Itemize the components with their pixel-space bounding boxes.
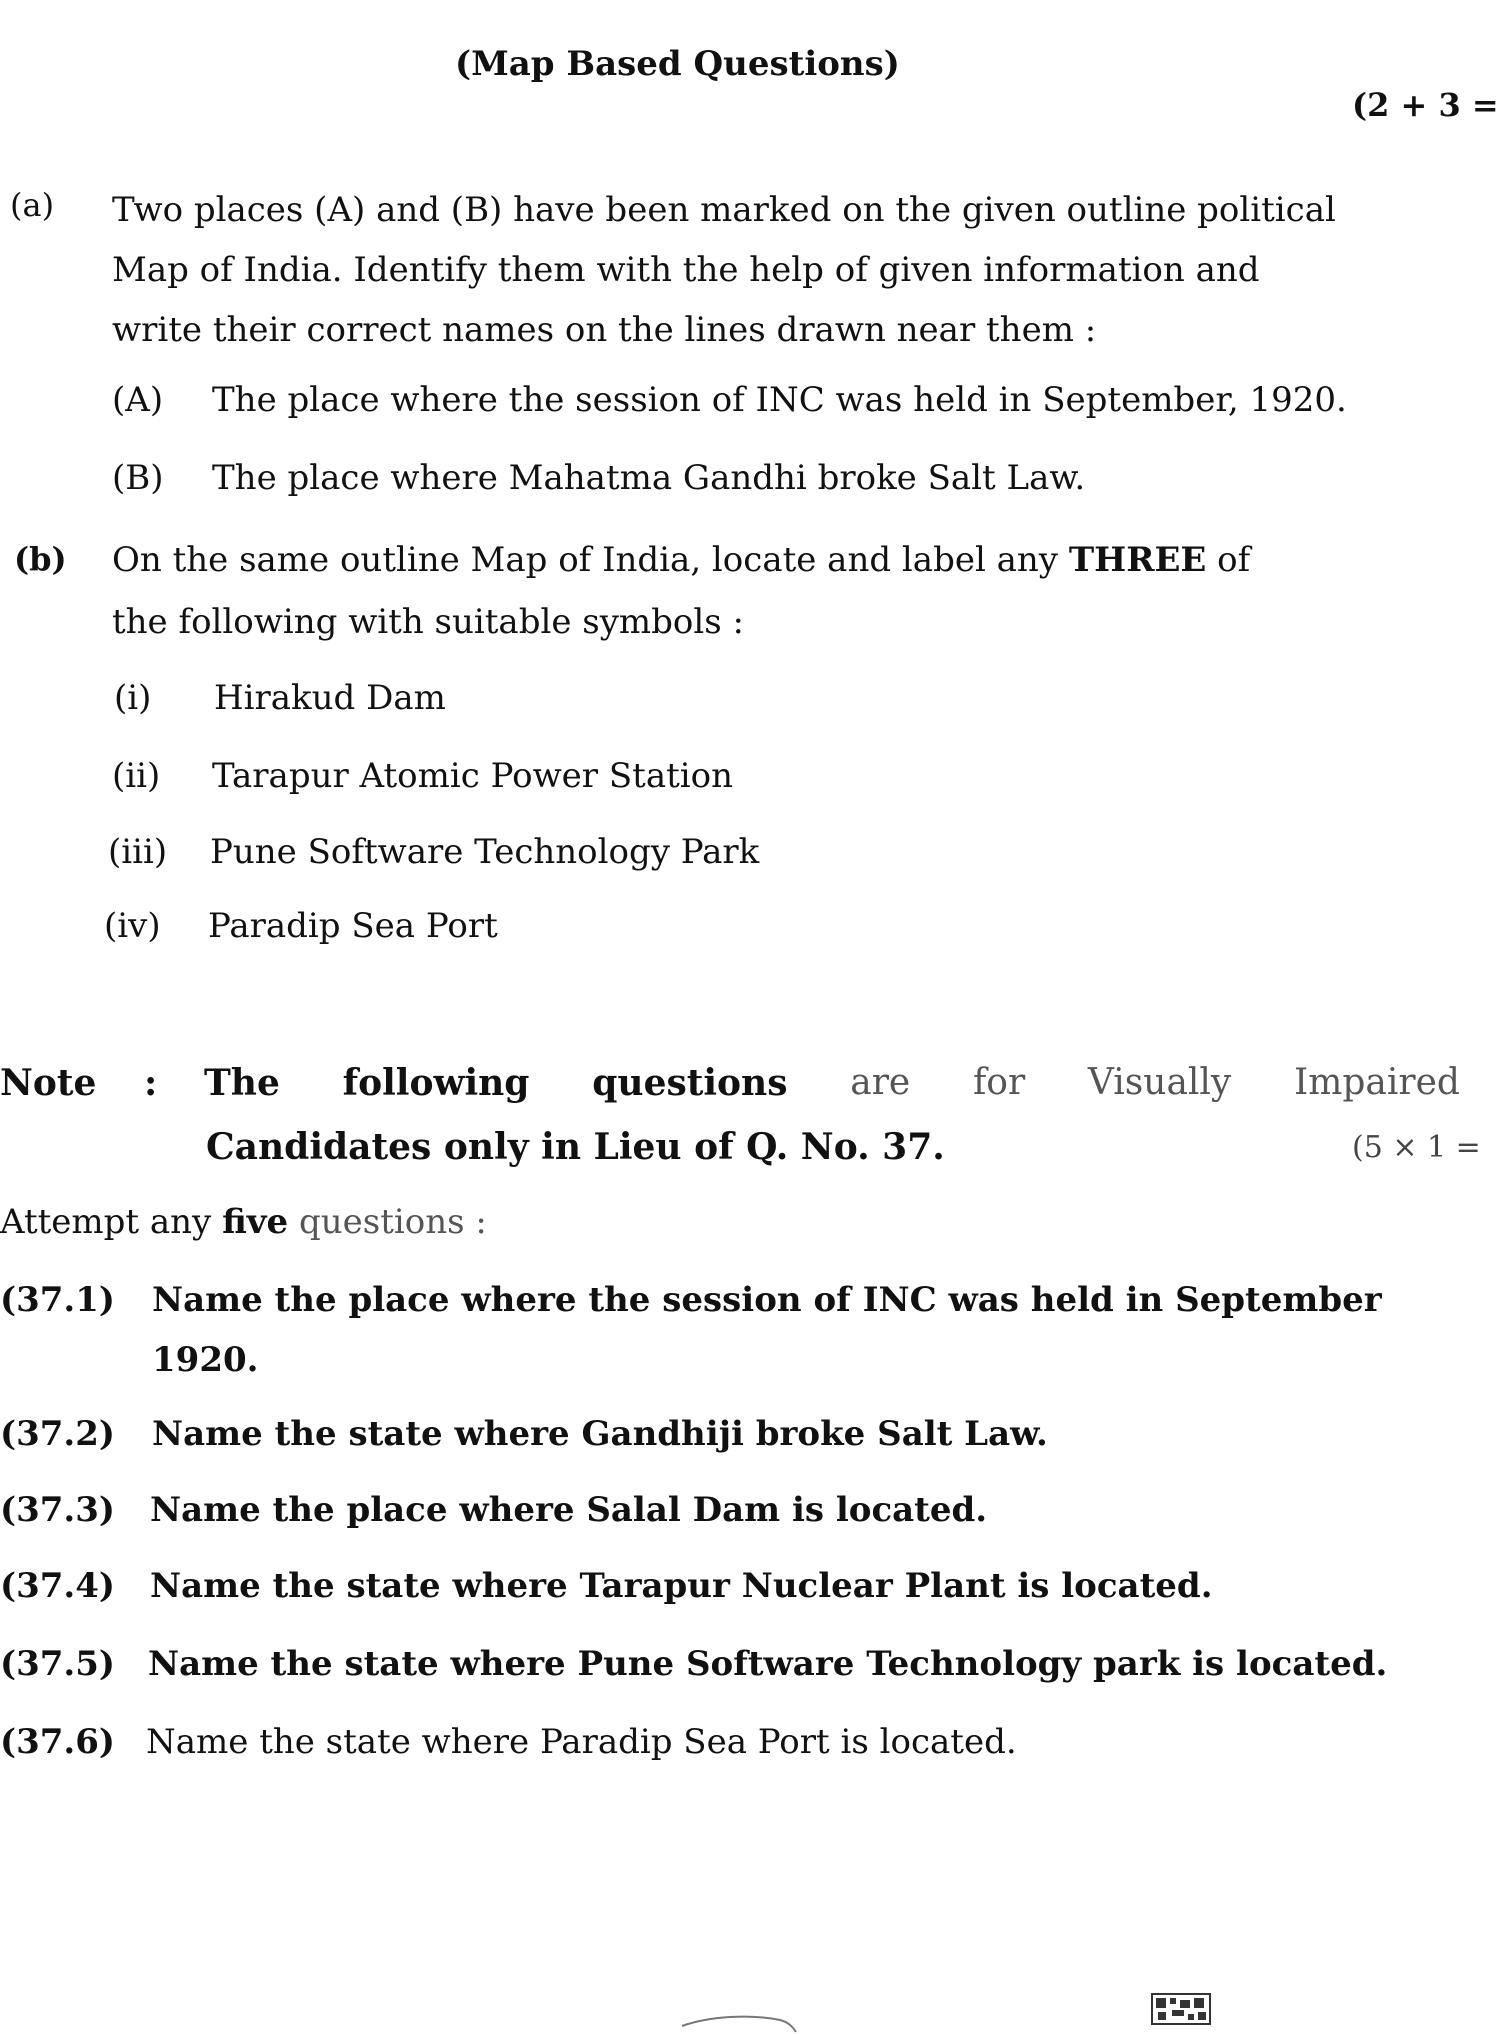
question-a-label: (a) xyxy=(10,186,55,224)
note-word: questions xyxy=(592,1062,788,1104)
marks-allocation: (2 + 3 = xyxy=(1352,86,1499,124)
vi-question-text-continued: 1920. xyxy=(152,1340,259,1380)
question-b-emphasis: THREE xyxy=(1068,540,1207,580)
question-b-item-iii: Pune Software Technology Park xyxy=(210,832,760,872)
attempt-post: questions : xyxy=(288,1202,487,1242)
question-b-label: (b) xyxy=(14,540,67,578)
note-word: Visually xyxy=(1087,1062,1232,1103)
vi-question-number: (37.1) xyxy=(0,1280,115,1320)
vi-question-number: (37.3) xyxy=(0,1490,115,1530)
vi-question-number: (37.4) xyxy=(0,1566,115,1606)
vi-question-number: (37.2) xyxy=(0,1414,115,1454)
vi-question-text: Name the state where Tarapur Nuclear Plant is located. xyxy=(150,1566,1213,1606)
question-b-line-2: the following with suitable symbols : xyxy=(112,602,744,642)
attempt-count: five xyxy=(222,1202,289,1242)
question-b-line-1-pre: On the same outline Map of India, locate and label any xyxy=(112,540,1069,580)
question-a-line-3: write their correct names on the lines drawn near them : xyxy=(112,310,1097,350)
note-word: The xyxy=(204,1062,280,1104)
question-a-item-label-A: (A) xyxy=(112,380,164,420)
vi-question-text: Name the state where Pune Software Technology park is located. xyxy=(148,1644,1388,1684)
question-a-line-1: Two places (A) and (B) have been marked on the given outline political xyxy=(112,190,1336,230)
vi-question-number: (37.6) xyxy=(0,1722,115,1762)
question-b-line-1 xyxy=(112,530,1250,590)
attempt-instruction xyxy=(0,1202,487,1242)
note-word: Impaired xyxy=(1294,1062,1460,1103)
attempt-pre: Attempt any xyxy=(0,1202,223,1242)
question-a-line-2: Map of India. Identify them with the help of given information and xyxy=(112,250,1260,290)
note-label: Note xyxy=(0,1062,97,1104)
question-b-item-iv: Paradip Sea Port xyxy=(208,906,498,946)
note-word: for xyxy=(972,1062,1026,1103)
question-b-item-i: Hirakud Dam xyxy=(214,678,446,718)
question-a-item-A: The place where the session of INC was held in September, 1920. xyxy=(212,380,1347,420)
vi-question-text: Name the place where Salal Dam is located. xyxy=(150,1490,988,1530)
vi-question-number: (37.5) xyxy=(0,1644,115,1684)
vi-question-text: Name the state where Gandhiji broke Salt Law. xyxy=(152,1414,1048,1454)
section-title: (Map Based Questions) xyxy=(455,44,900,84)
question-a-item-label-B: (B) xyxy=(112,458,164,498)
pen-stroke-mark xyxy=(680,2004,800,2034)
question-a-item-B: The place where Mahatma Gandhi broke Salt Law. xyxy=(212,458,1086,498)
note-word: are xyxy=(850,1062,911,1103)
qr-code-icon xyxy=(1150,1992,1212,2026)
question-b-line-1-post: of xyxy=(1206,540,1251,580)
vi-question-text: Name the state where Paradip Sea Port is located. xyxy=(146,1722,1017,1762)
question-b-item-ii: Tarapur Atomic Power Station xyxy=(212,756,733,796)
question-b-item-label-i: (i) xyxy=(114,678,152,718)
vi-question-text: Name the place where the session of INC was held in September xyxy=(152,1280,1382,1320)
note-colon: : xyxy=(144,1062,158,1104)
question-b-item-label-ii: (ii) xyxy=(112,756,161,796)
note-word: following xyxy=(342,1062,530,1104)
note-line-2: Candidates only in Lieu of Q. No. 37. xyxy=(206,1126,945,1168)
question-b-item-label-iv: (iv) xyxy=(104,906,161,946)
note-marks: (5 × 1 = xyxy=(1352,1130,1481,1165)
question-b-item-label-iii: (iii) xyxy=(108,832,168,872)
note-line-1 xyxy=(204,1062,1460,1104)
